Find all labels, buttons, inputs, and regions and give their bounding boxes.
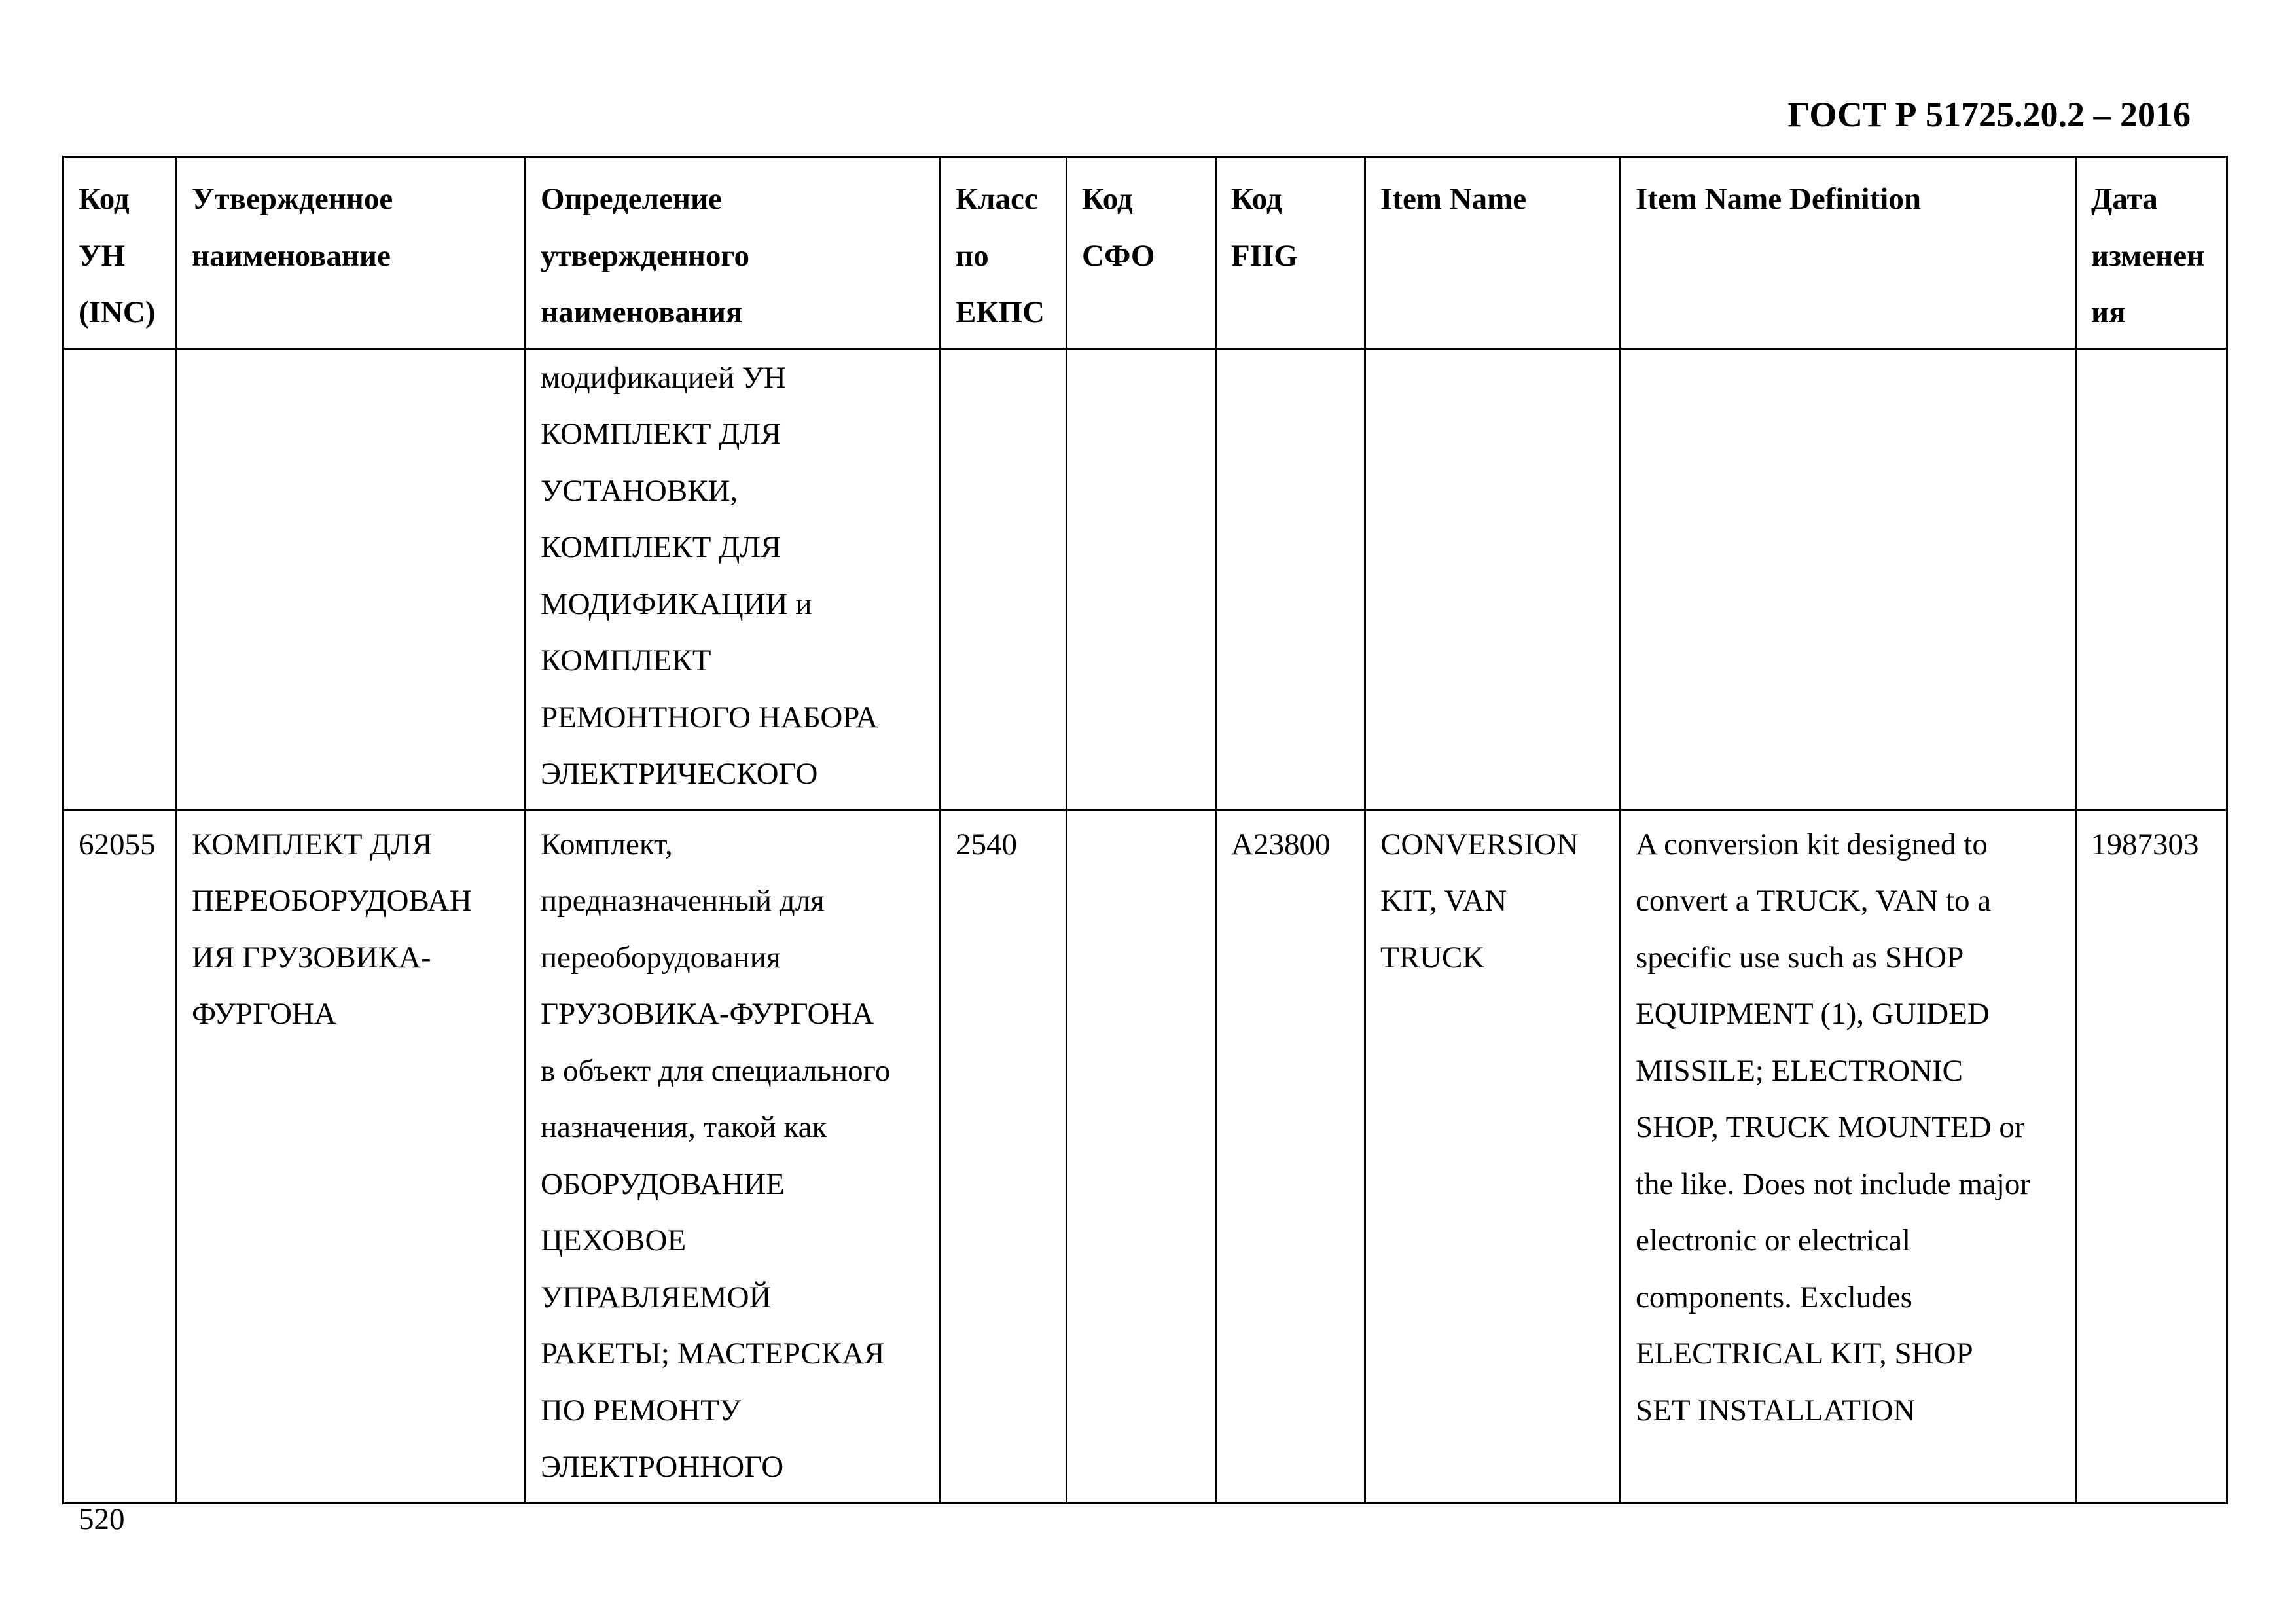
cell-change-date <box>2076 810 2227 1503</box>
cell-text: SET INSTALLATION <box>1636 1393 1916 1428</box>
cell-text: ФУРГОНА <box>192 997 336 1031</box>
column-header-sfo-code <box>1067 157 1216 349</box>
document-id: ГОСТ Р 51725.20.2 – 2016 <box>1787 95 2191 134</box>
cell-text: specific use such as SHOP <box>1636 940 1964 975</box>
cell-text: A23800 <box>1231 827 1331 861</box>
cell-item-name <box>1365 810 1621 1503</box>
cell-ekps-class <box>941 810 1067 1503</box>
nomenclature-table <box>62 156 2228 1504</box>
column-header-definition <box>526 157 941 349</box>
cell-text: МОДИФИКАЦИИ и <box>541 586 812 621</box>
cell-text: MISSILE; ELECTRONIC <box>1636 1053 1964 1088</box>
cell-definition <box>526 810 941 1503</box>
cell-text: 2540 <box>956 827 1017 861</box>
cell-text: SHOP, TRUCK MOUNTED or <box>1636 1110 2025 1144</box>
cell-text: EQUIPMENT (1), GUIDED <box>1636 997 1990 1031</box>
cell-text: Комплект, <box>541 827 673 861</box>
column-header-text: УН <box>79 238 126 273</box>
cell-text: УСТАНОВКИ, <box>541 473 738 508</box>
cell-text: ГРУЗОВИКА-ФУРГОНА <box>541 997 874 1031</box>
cell-text: KIT, VAN <box>1380 884 1507 918</box>
cell-text: ПО РЕМОНТУ <box>541 1393 742 1428</box>
column-header-text: Item Name Definition <box>1636 182 1921 216</box>
column-header-text: Код <box>79 182 130 216</box>
cell-text: 62055 <box>79 827 156 861</box>
column-header-text: изменен <box>2091 238 2205 273</box>
column-header-text: FIIG <box>1231 238 1298 273</box>
cell-text: РАКЕТЫ; МАСТЕРСКАЯ <box>541 1337 885 1371</box>
cell-text: electronic or electrical <box>1636 1223 1911 1257</box>
cell-item-name-definition <box>1621 810 2076 1503</box>
cell-text: РЕМОНТНОГО НАБОРА <box>541 700 878 734</box>
column-header-text: Код <box>1082 182 1133 216</box>
column-header-fiig-code <box>1216 157 1365 349</box>
cell-text: ОБОРУДОВАНИЕ <box>541 1166 785 1201</box>
column-header-text: (INC) <box>79 295 156 329</box>
column-header-text: Код <box>1231 182 1282 216</box>
cell-sfo-code <box>1067 810 1216 1503</box>
cell-text: назначения, такой как <box>541 1110 827 1144</box>
column-header-text: СФО <box>1082 238 1155 273</box>
cell-text: components. Excludes <box>1636 1280 1912 1314</box>
cell-fiig-code <box>1216 348 1365 810</box>
column-header-ekps-class <box>941 157 1067 349</box>
cell-text: КОМПЛЕКТ <box>541 643 711 677</box>
cell-text: ELECTRICAL KIT, SHOP <box>1636 1337 1973 1371</box>
page-number: 520 <box>79 1502 125 1536</box>
cell-text: A conversion kit designed to <box>1636 827 1988 861</box>
table-row <box>63 348 2227 810</box>
column-header-text: ЕКПС <box>956 295 1045 329</box>
cell-approved-name <box>177 348 526 810</box>
column-header-approved-name <box>177 157 526 349</box>
cell-text: предназначенный для <box>541 884 825 918</box>
column-header-text: утвержденного <box>541 238 750 273</box>
cell-inc <box>63 810 177 1503</box>
cell-text: ПЕРЕОБОРУДОВАН <box>192 884 472 918</box>
column-header-text: Утвержденное <box>192 182 393 216</box>
column-header-text: Дата <box>2091 182 2158 216</box>
cell-item-name-definition <box>1621 348 2076 810</box>
cell-ekps-class <box>941 348 1067 810</box>
column-header-text: наименования <box>541 295 743 329</box>
cell-text: ЭЛЕКТРОННОГО <box>541 1450 784 1484</box>
column-header-item-name-definition <box>1621 157 2076 349</box>
column-header-text: Определение <box>541 182 722 216</box>
column-header-text: ия <box>2091 295 2126 329</box>
cell-text: convert a TRUCK, VAN to a <box>1636 884 1992 918</box>
cell-text: ЭЛЕКТРИЧЕСКОГО <box>541 757 818 791</box>
cell-inc <box>63 348 177 810</box>
column-header-change-date <box>2076 157 2227 349</box>
column-header-text: Класс <box>956 182 1038 216</box>
cell-text: the like. Does not include major <box>1636 1166 2031 1201</box>
cell-approved-name <box>177 810 526 1503</box>
cell-text: переоборудования <box>541 940 781 975</box>
cell-definition <box>526 348 941 810</box>
cell-text: в объект для специального <box>541 1053 891 1088</box>
cell-text: TRUCK <box>1380 940 1485 975</box>
cell-text: КОМПЛЕКТ ДЛЯ <box>541 417 781 451</box>
table-row <box>63 810 2227 1503</box>
column-header-inc <box>63 157 177 349</box>
cell-text: КОМПЛЕКТ ДЛЯ <box>192 827 433 861</box>
column-header-text: Item Name <box>1380 182 1527 216</box>
table-header-row <box>63 157 2227 349</box>
table-body <box>63 348 2227 1503</box>
cell-text: CONVERSION <box>1380 827 1579 861</box>
column-header-item-name <box>1365 157 1621 349</box>
column-header-text: наименование <box>192 238 391 273</box>
cell-text: 1987303 <box>2091 827 2199 861</box>
cell-item-name <box>1365 348 1621 810</box>
cell-text: УПРАВЛЯЕМОЙ <box>541 1280 772 1314</box>
cell-text: модификацией УН <box>541 360 786 395</box>
cell-fiig-code <box>1216 810 1365 1503</box>
cell-text: ЦЕХОВОЕ <box>541 1223 687 1257</box>
column-header-text: по <box>956 238 989 273</box>
cell-text: КОМПЛЕКТ ДЛЯ <box>541 530 781 564</box>
cell-text: ИЯ ГРУЗОВИКА- <box>192 940 431 975</box>
cell-sfo-code <box>1067 348 1216 810</box>
cell-change-date <box>2076 348 2227 810</box>
